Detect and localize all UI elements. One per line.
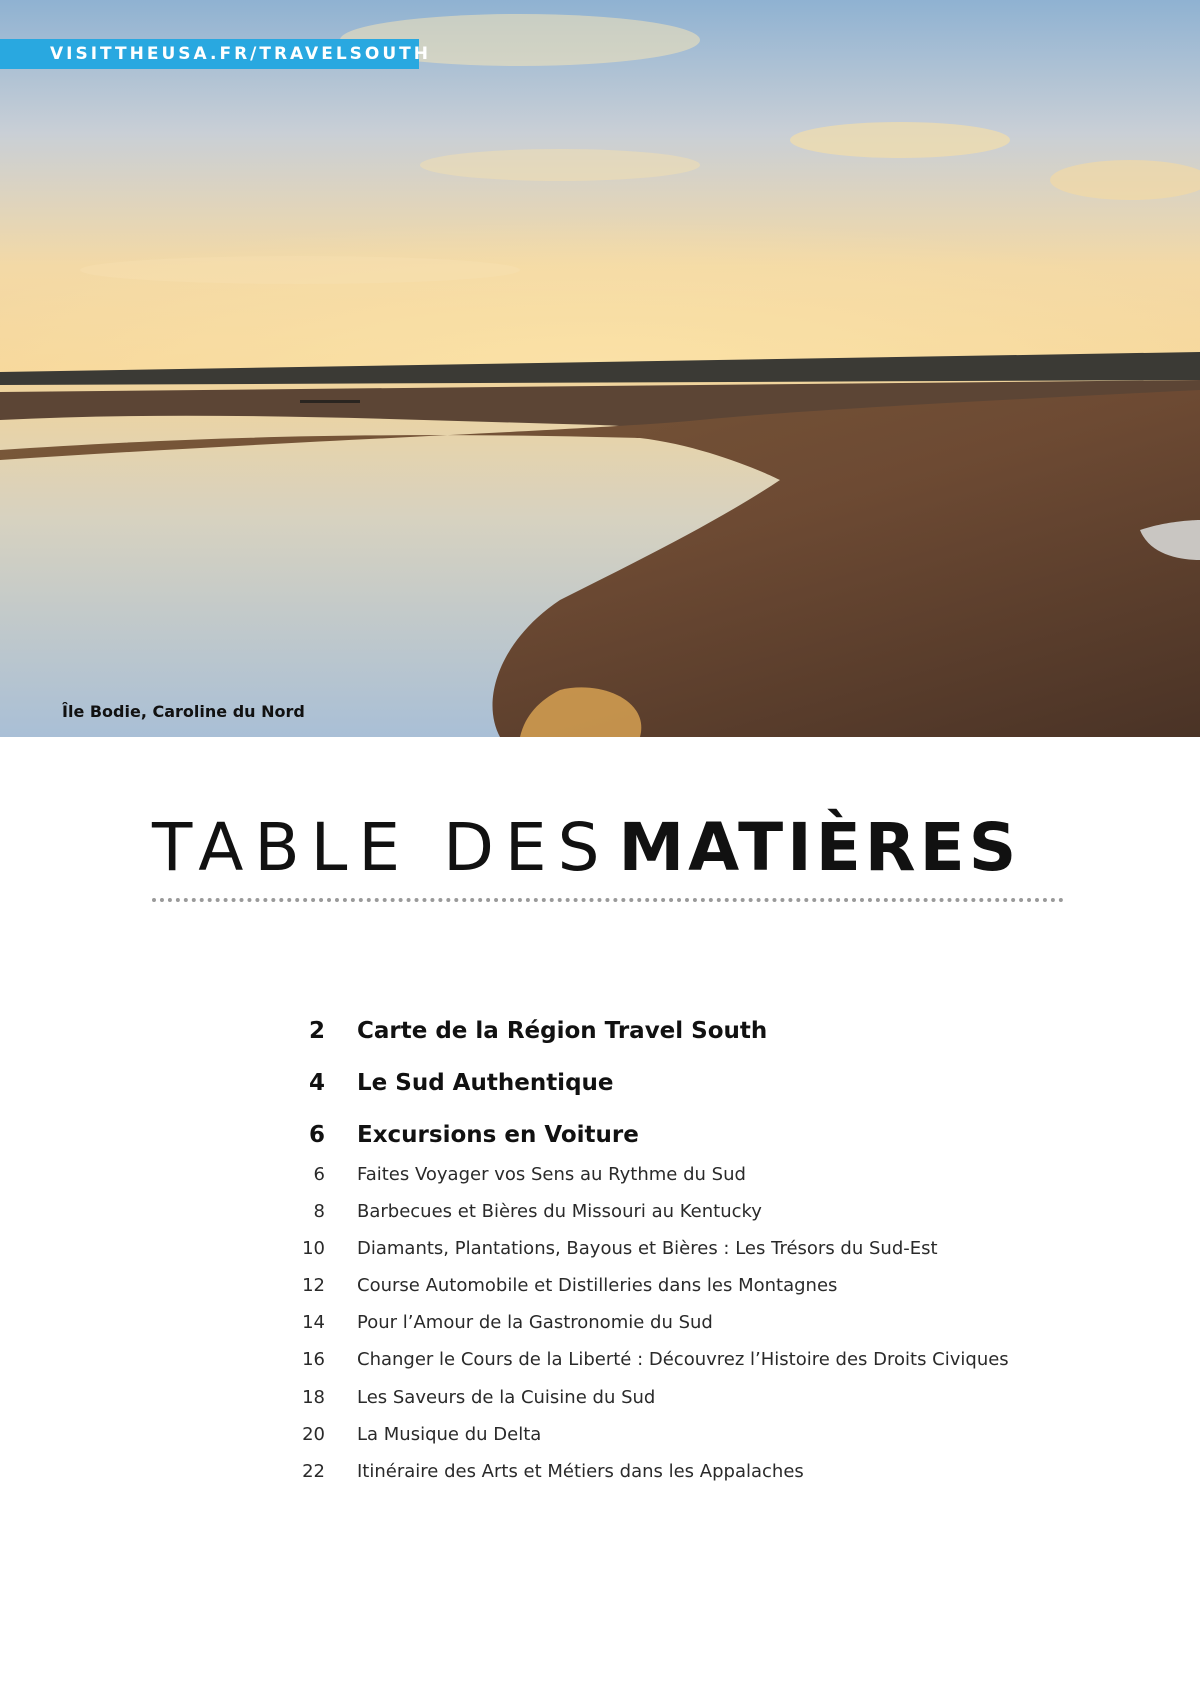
toc-entry-title: Itinéraire des Arts et Métiers dans les Appalaches: [357, 1461, 804, 1482]
toc-page-number: 10: [302, 1238, 325, 1259]
url-banner[interactable]: VISITTHEUSA.FR/TRAVELSOUTH: [0, 39, 419, 69]
toc-page-number: 6: [313, 1164, 325, 1185]
toc-entry-title: Changer le Cours de la Liberté : Découvrez l’Histoire des Droits Civiques: [357, 1349, 1009, 1370]
toc-page-number: 14: [302, 1312, 325, 1333]
page-title: [152, 808, 1072, 888]
toc-entry-title: Diamants, Plantations, Bayous et Bières : Les Trésors du Sud-Est: [357, 1238, 938, 1259]
toc-page-number: 2: [308, 1018, 325, 1044]
hero-photo: [0, 0, 1200, 737]
photo-caption: Île Bodie, Caroline du Nord: [62, 702, 305, 721]
marsh-sunset-image: [0, 0, 1200, 737]
toc-entry-title: Excursions en Voiture: [357, 1122, 639, 1148]
toc-entry-title: Barbecues et Bières du Missouri au Kentucky: [357, 1201, 762, 1222]
toc-page-number: 18: [302, 1387, 325, 1408]
toc-page-number: 16: [302, 1349, 325, 1370]
toc-entry-title: Les Saveurs de la Cuisine du Sud: [357, 1387, 656, 1408]
toc-entry-title: Faites Voyager vos Sens au Rythme du Sud: [357, 1164, 746, 1185]
toc-entry-title: Le Sud Authentique: [357, 1070, 614, 1096]
toc-page-number: 6: [308, 1122, 325, 1148]
toc-page-number: 4: [308, 1070, 325, 1096]
toc-page-number: 12: [302, 1275, 325, 1296]
toc-page-number: 22: [302, 1461, 325, 1482]
toc-page-number: 8: [313, 1201, 325, 1222]
title-bold-part: MATIÈRES: [618, 809, 1021, 886]
toc-entry-title: Course Automobile et Distilleries dans les Montagnes: [357, 1275, 838, 1296]
title-light-part: TABLE DES: [152, 809, 611, 886]
toc-entry-title: Carte de la Région Travel South: [357, 1018, 768, 1044]
toc-entry-title: La Musique du Delta: [357, 1424, 542, 1445]
toc-entry-title: Pour l’Amour de la Gastronomie du Sud: [357, 1312, 713, 1333]
title-divider: [152, 898, 1064, 902]
toc-page-number: 20: [302, 1424, 325, 1445]
